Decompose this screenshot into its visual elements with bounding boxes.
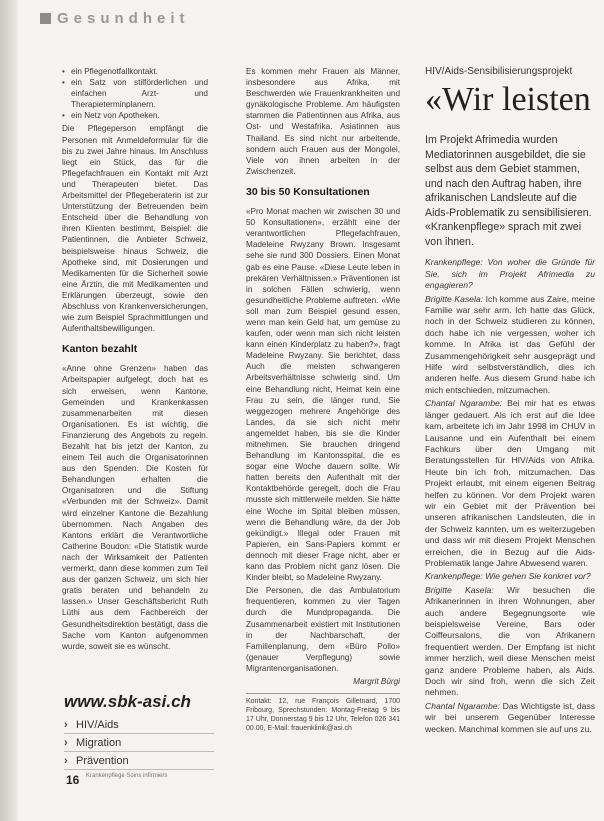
answer-text: Das Wichtigste ist, dass wir bei unserem Gegenüber Interesse wecken. Manchmal kommen sie auf uns zu. — [425, 700, 596, 734]
column-2 — [246, 66, 400, 733]
interview-question: Krankenpflege: Wie gehen Sie konkret vor? — [425, 571, 591, 582]
section-header — [40, 10, 190, 27]
speaker-name: Chantal Ngarambe: — [425, 700, 500, 711]
speaker-name: Chantal Ngarambe: — [425, 398, 503, 409]
author-byline: Margrit Bürgi — [353, 676, 400, 686]
interview-answer — [425, 585, 595, 699]
body-paragraph: Die Pflegeperson empfängt die Personen mit Anmeldeformular für die bis zu zwei Jahre hinaus. Im Anschluss liegt ein Stück, das für die Pflegefachfrauen ein Kontakt mit Arzt und Therapeuten bietet. Das Arbeitsmittel der Pflegeberaterin ist zur Unterstützung der Betreuenden beim Entscheid über die Behandlung von ihren Klienten bestimmt, Beispiel: die Patientinnen, die Anbieter Schweiz, beispielsweise hinaus Schweiz, die Apotheke sind, mit Dosierungen und Medikamenten für die Sicherheit sowie eine Ärztin, die mit Medikamenten und Erklärungen überzeugt, sowie den Abschluss von Krankenversicherungen, wie zum Beispiel Sprachmittlungen und Aufenthaltsbewilligungen. — [62, 124, 208, 334]
related-link-prevention[interactable] — [64, 752, 214, 770]
link-label: HIV/Aids — [76, 718, 119, 731]
answer-text: Bei mir hat es etwas länger gedauert. Als ich erst auf die Idee kam, arbeitete ich im Jahr 1998 im CHUV in Lausanne und ein Aufenthalt bei einem Fachkurs über den Umgang mit Beratungsstellen für HIV/Aids von Afrika. Heute bin ich froh, mitzumachen. Das Projekt erlaubt, mit einem eigenen Beitrag helfen zu können. Vor dem Projekt waren wir ein Gebiet mit der Prävention bei unseren afrikanischen Landsleuten, die in der Schweiz kannten, um es weiterzugeben und dass wir mit diesem Projekt Menschen erreichen, die in Bezug auf die Aids-Problematik lange Jahre Abwesend waren. — [425, 398, 595, 568]
answer-text: Ich komme aus Zaire, meine Familie war sehr arm. Ich hatte das Glück, noch in der Schweiz studieren zu können, doch habe ich nie vergessen, woher ich komme. In Afrika ist das Gefühl der Zusammengehörigkeit sehr ausgeprägt und Hilfe wird selbstverständlich, dies ich anderen helfe. Aus diesem Grund habe ich mich entschieden, mitzumachen. — [425, 293, 595, 395]
related-link-hiv[interactable] — [64, 716, 214, 734]
website-link[interactable]: www.sbk-asi.ch — [64, 692, 191, 711]
subheading: 30 bis 50 Konsultationen — [246, 185, 370, 198]
page-number: 16 — [66, 773, 80, 787]
bullet-list — [62, 66, 208, 121]
column-1 — [62, 66, 208, 654]
article-lead: Im Projekt Afrimedia wurden Mediatorinnen ausgebildet, die sie selbst aus dem Gebiet stammen, und nach den Auftrag haben, ihre afrikanischen Landsleute auf die Aids-Problematik zu sensibilisieren. «Krankenpflege» sprach mit zwei von ihnen. — [425, 134, 592, 248]
section-title: Gesundheit — [57, 10, 190, 27]
link-label: Migration — [76, 736, 122, 749]
body-paragraph: Die Personen, die das Ambulatorium frequentieren, kommen zu vier Tagen durch die Mundpropaganda. Die Zusammenarbeit existiert mit Institutionen in der Nachbarschaft, der Familienplanung, dem «Büro Pollo» (genauer Verpflegung) sowie Migrantenorganisationen. — [246, 586, 400, 673]
speaker-name: Brigitte Kasela: — [425, 584, 494, 595]
interview-answer — [425, 398, 595, 569]
contact-info: Kontakt: 12, rue François Gilletnard, 1700 Fribourg, Sprechstunden: Montag-Freitag 9 bis 17 Uhr, Donnerstag 9 bis 12 Uhr, Telefon 026 341 00 00, E-Mail: frauenklinik@asi.ch — [246, 693, 400, 733]
body-paragraph: «Anne ohne Grenzen» haben das Arbeitspapier aufgelegt, doch hat es sich erweisen, wenn Kantone, Gemeinden und Krankenkassen zusammenarbeiten mit diesen Organisationen. Es ist wichtig, die Finanzierung des Angebots zu regeln. Bezahlt hat bis jetzt der Kanton, zu einem Teil auch die Organisatorinnen aus den Spenden. Die Kosten für Behandlungen erhalten die Organisatoren und die Stiftung «Verbunden mit der Schweiz». Damit wird einzelner Kantone die Bezahlung übernommen. Nach Angaben des Kantons erklärt die Verantwortliche Catherine Boudon: «Die Statistik wurde nach der Wirksamkeit der Patienten vermerkt, dann diese kommen zum Teil aus der ganzen Schweiz, um sich hier gratis beraten und behandeln zu lassen.» Unser Geschäftsbericht Ruth Lüthi aus dem Fachbereich der Gesundheitsdirektion bestätigt, dass die Sache vom Kanton aufgenommen wurde, soweit sie es wünscht. — [62, 364, 208, 651]
answer-text: Wir besuchen die Afrikanerinnen in ihren Wohnungen, aber auch andere Begegnungsorte wie beispielsweise Vereine, Bars oder Coiffeursalons, die von Afrikanern frequentiert werden. Der Empfang ist nicht immer herzlich, weil diese Menschen meist ganz andere Probleme haben, als Aids. Doch wir sind froh, wenn die sich Zeit nehmen. — [425, 584, 595, 698]
link-label: Prävention — [76, 754, 129, 767]
body-paragraph: «Pro Monat machen wir zwischen 30 und 50 Konsultationen», erzählt eine der verantwortlichen Pflegefachfrauen, Madeleine Rwyzany Brown. Insgesamt sehe sie rund 300 Dossiers. Einen Monat gab es eine Pause. «Diese Leute leben in prekären Verhältnissen.» Präventionen ist in solchen Fällen schwierig, wenn gesundheitliche Probleme auftreten. «Wie soll man zum Beispiel gesund essen, wenn man kein Geld hat, um gemüse zu kaufen, oder wenn man sich nicht leisten kann einen Kinderplatz zu haben?», fragt Madeleine Rwyzany. Sie berichtet, dass Auch die meisten schwangeren Arbeitsverhältnisse schwierig sind. Um eine Behandlung nicht, Heimat kein eine Frau zu sein, die länger rund, Sie weggezogen mehrere Angehörige des Landes, da sie sich nicht mehr angemeldet haben, bis sie die Kinder mitnehmen. Sie brauchen dringend Behandlung im Kantonsspital, die es sogar eine Woche dauern sollte. Wir hatten bereits den Aufenthalt mit der Kontaktbehörde geregelt, doch die Frau musste sich mittlerweile melden. Sie hätte eine Woche im Spital bleiben müssen, wenn die Behandlung wäre, da der Job gekündigt.» Illegal oder Frauen mit Papieren, ein Sans-Papiers kommt er dennoch mit dieser Frage nicht, aber er kann das Problem nicht ganz lösen. Die Kinder bleibt, so Madeleine Rwyzany. — [246, 207, 400, 583]
interview-question: Krankenpflege: Von woher die Gründe für Sie, sich im Projekt Afrimedia zu engagieren? — [425, 257, 595, 291]
related-link-migration[interactable] — [64, 734, 214, 752]
interview-answer — [425, 701, 595, 735]
column-3 — [425, 66, 595, 737]
chevron-right-icon: › — [64, 754, 68, 767]
chevron-right-icon: › — [64, 718, 68, 731]
subheading: Kanton bezahlt — [62, 343, 138, 356]
bullet-item: • ein Pflegenotfallkontakt. — [62, 66, 208, 77]
body-paragraph: Es kommen mehr Frauen als Männer, insbesondere aus Afrika, mit Beschwerden wie Frauenkrankheiten und gynäkologische Probleme. Am häufigsten stammen die Patientinnen aus Afrika, aus Ost- und Westafrika. Asiatinnen aus Thailand. Es sind nicht nur arbeitende, sondern auch Frauen aus der Mongolei, Viele von ihnen arbeiten in der Zwischenzeit. — [246, 67, 400, 176]
interview-answer — [425, 294, 595, 397]
article-title: «Wir leisten — [425, 81, 591, 119]
bullet-item: • ein Netz von Apotheken. — [62, 110, 208, 121]
article-kicker: HIV/Aids-Sensibilisierungsprojekt — [425, 66, 573, 77]
footer-source: Krankenpflege Soins infirmiers — [86, 773, 168, 779]
page-spine-shadow — [0, 0, 18, 821]
section-square-icon — [40, 13, 51, 24]
related-links — [64, 716, 214, 770]
chevron-right-icon: › — [64, 736, 68, 749]
speaker-name: Brigitte Kasela: — [425, 293, 484, 304]
bullet-item: • ein Satz von stilförderlichen und einfachen Arzt- und Therapieterminplanern. — [62, 77, 208, 110]
